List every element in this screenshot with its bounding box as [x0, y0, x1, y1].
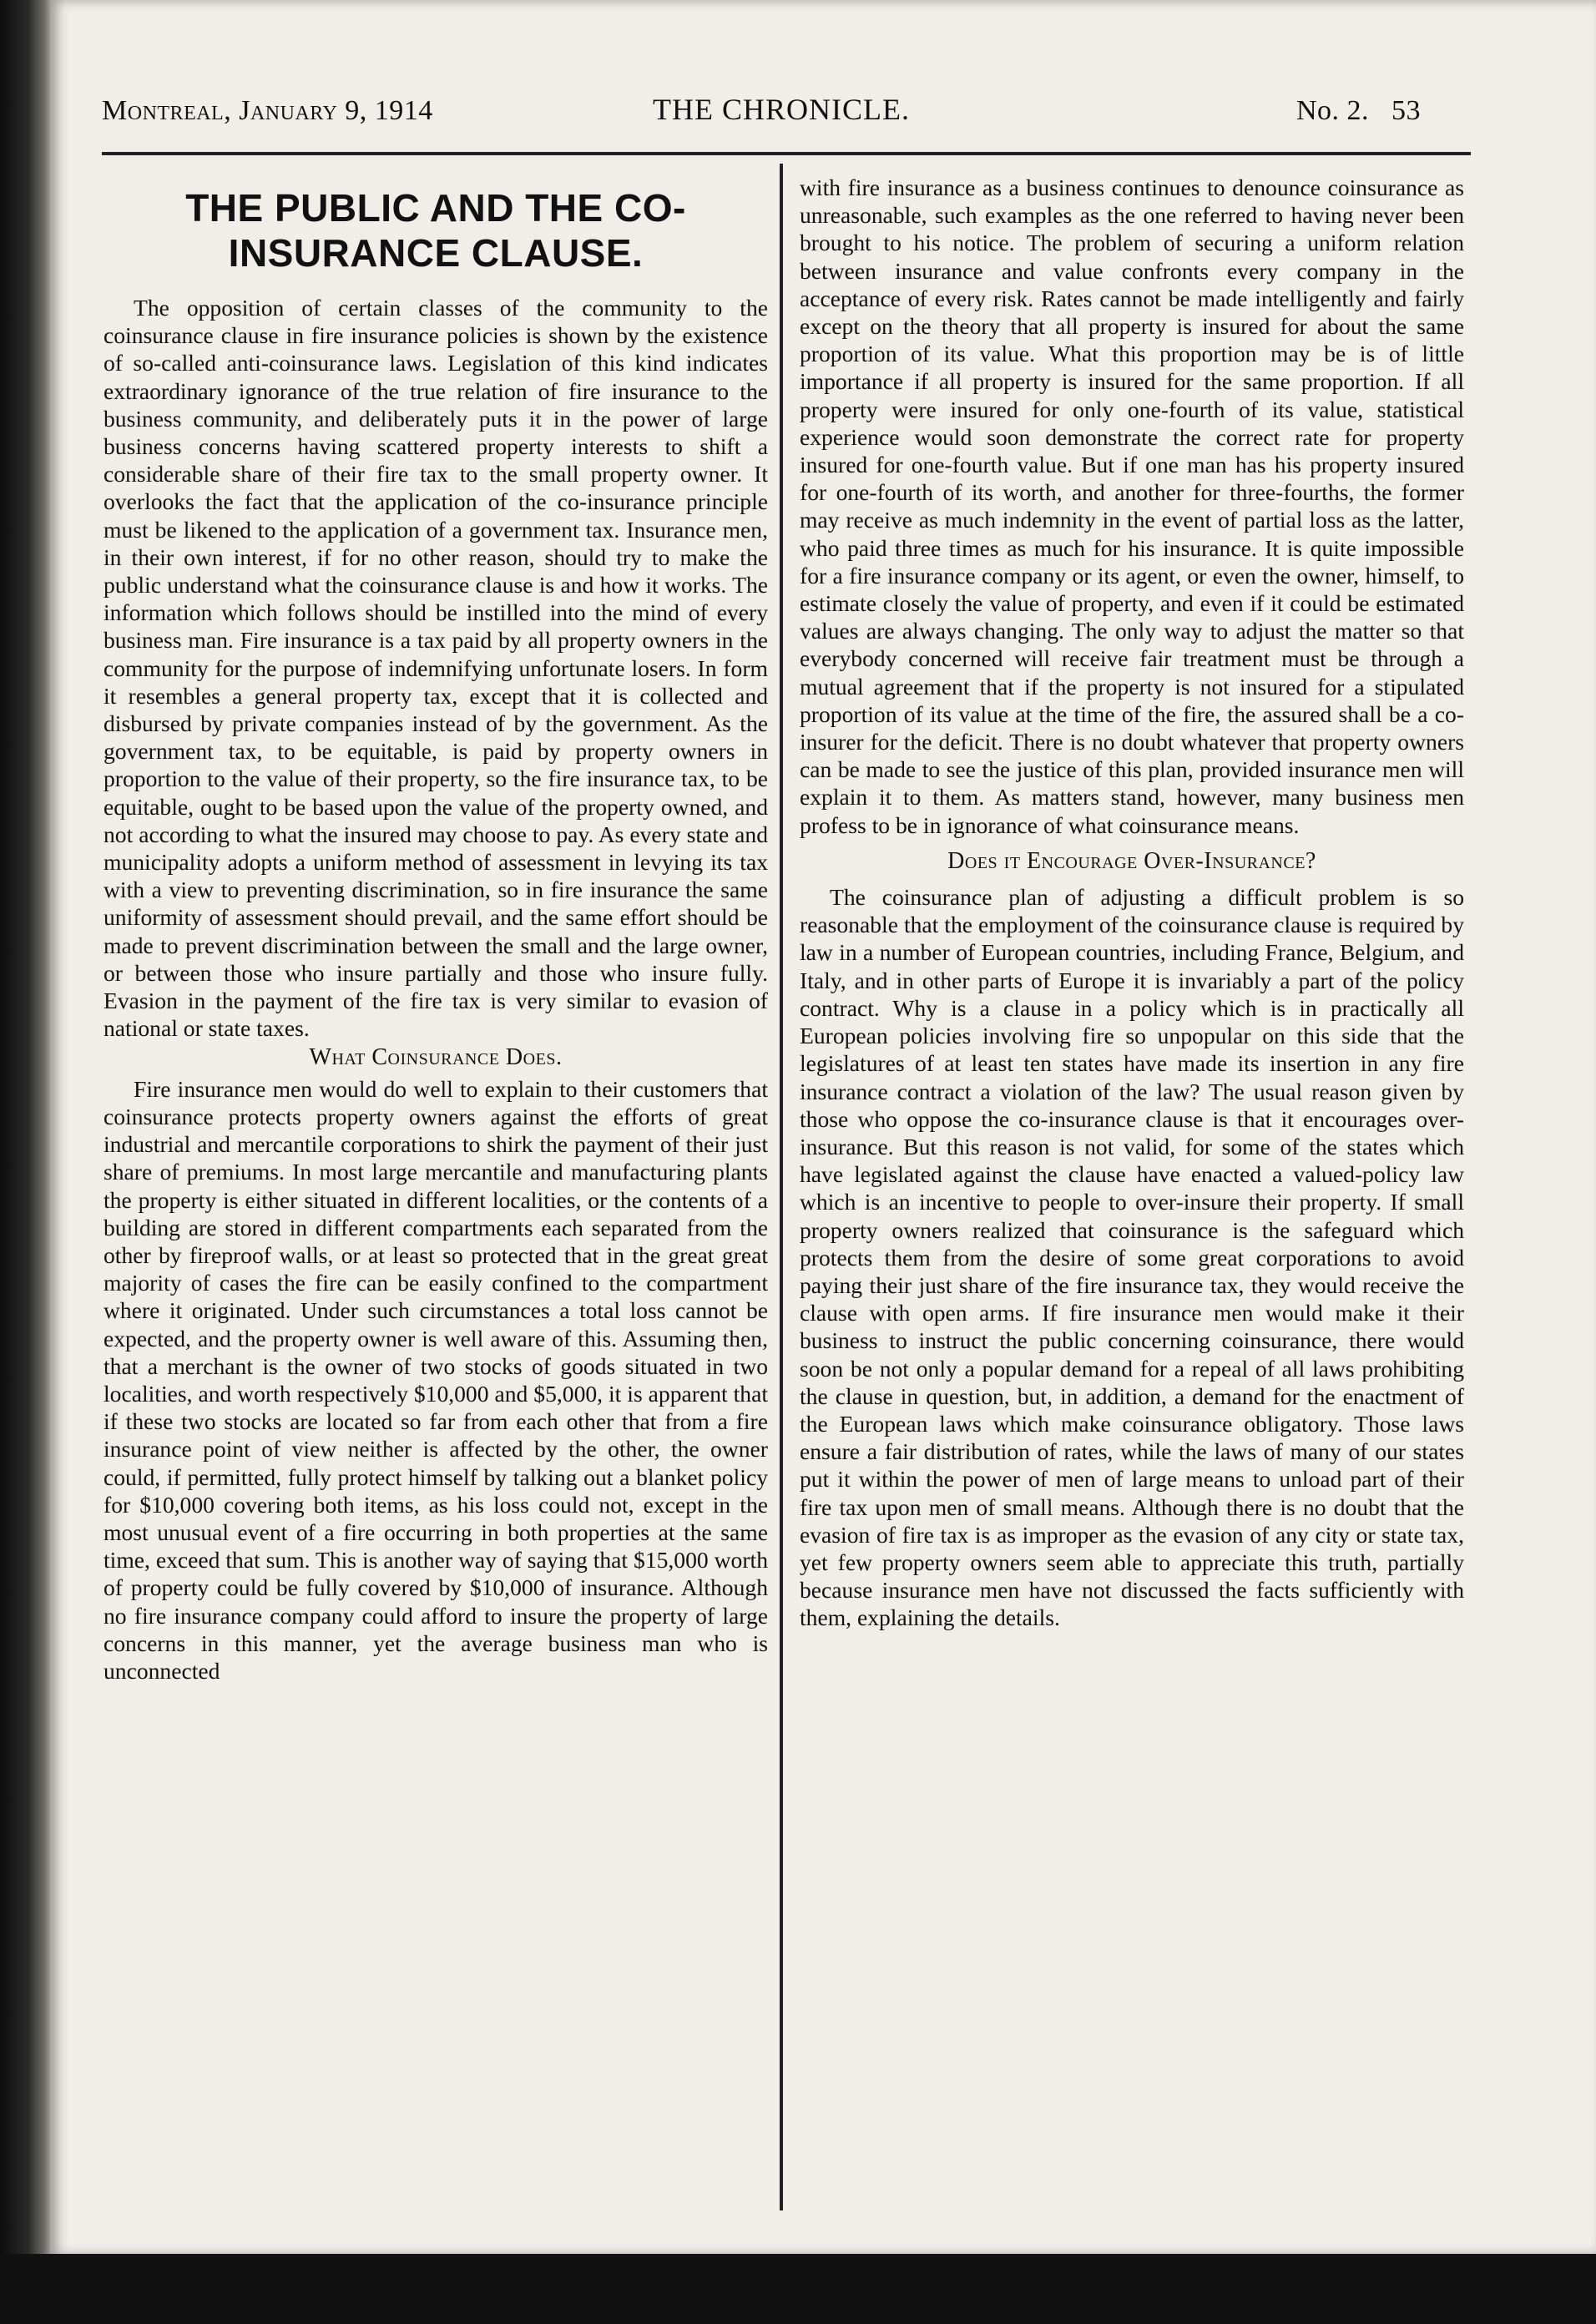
article-paragraph-4: The coinsurance plan of adjusting a difficult problem is so reasonable that the employment of the coinsurance clause is required by law in a number of European countries, including France, Belgium, and Italy, and in other parts of Europe it is invariably a part of the policy contract. Why is a clause in a policy which is in practically all European policies involving fire so unpopular on this side that the legislatures of at least ten states have made its insertion in any fire insurance contract a violation of the law? The usual reason given by those who oppose the co-insurance clause is that it encourages over-insurance. But this reason is not valid, for some of the states which have legislated against the clause have enacted a valued-policy law which is an incentive to people to over-insure their property. If small property owners realized that coinsurance is the safeguard which protects them from the desire of some great corporations to avoid paying their just share of the fire insurance tax, they would receive the clause with open arms. If fire insurance men would make it their business to instruct the public concerning coinsurance, there would soon be not only a popular demand for a repeal of all laws prohibiting the clause in question, but, in addition, a demand for the enactment of the European laws which make coinsurance obligatory. Those laws ensure a fair distribution of rates, while the laws of many of our states put it within the power of men of large means to unload part of their fire tax upon men of small means. Although there is no doubt that the evasion of fire tax is as improper as the evasion of any city or state tax, yet few property owners seem able to appreciate this truth, partially because insurance men have not discussed the facts sufficiently with them, explaining the details. — [800, 884, 1464, 1631]
left-column — [104, 174, 768, 1685]
subheading-over-insurance: Does it Encourage Over-Insurance? — [947, 847, 1316, 874]
right-column — [800, 174, 1464, 1632]
article-paragraph-2: Fire insurance men would do well to explain to their customers that coinsurance protects property owners against the efforts of great industrial and mercantile corporations to shirk the payment of their just share of premiums. In most large mercantile and manufacturing plants the property is either situated in different localities, or the contents of a building are stored in different compartments each separated from the other by fireproof walls, or at least so protected that in the great great majority of cases the fire can be easily confined to the compartment where it originated. Under such circumstances a total loss cannot be expected, and the property owner is well aware of this. Assuming then, that a merchant is the owner of two stocks of goods situated in two localities, and worth respectively $10,000 and $5,000, it is apparent that if these two stocks are located so far from each other that from a fire insurance point of view neither is affected by the other, the owner could, if permitted, fully protect himself by talking out a blanket policy for $10,000 covering both items, as his loss could not, except in the most unusual event of a fire occurring in both properties at the same time, exceed that sum. This is another way of saying that $15,000 worth of property could be fully covered by $10,000 of insurance. Although no fire insurance company could afford to insure the property of large concerns in this manner, yet the average business man who is unconnected — [104, 1075, 768, 1684]
header-issue-page: No. 2. 53 — [1295, 95, 1421, 126]
article-paragraph-1: The opposition of certain classes of the community to the coinsurance clause in fire insurance policies is shown by the existence of so-called anti-coinsurance laws. Legislation of this kind indicates extraordinary ignorance of the true relation of fire insurance to the business community, and deliberately puts it in the power of large business concerns having scattered property interests to shift a considerable share of their fire tax to the small property owner. It overlooks the fact that the application of the co-insurance principle must be likened to the application of a government tax. Insurance men, in their own interest, if for no other reason, should try to make the public understand what the coinsurance clause is and how it works. The information which follows should be instilled into the mind of every business man. Fire insurance is a tax paid by all property owners in the community for the purpose of indemnifying unfortunate losers. In form it resembles a general property tax, except that it is collected and disbursed by private companies instead of by the government. As the government tax, to be equitable, is paid by property owners in proportion to the value of their property, so the fire insurance tax, to be equitable, ought to be based upon the value of the property owned, and not according to what the insured may choose to pay. As every state and municipality adopts a uniform method of assessment in levying its tax with a view to preventing discrimination, so in fire insurance the same uniformity of assessment should prevail, and the same effort should be made to prevent discrimination between the small and the large owner, or between those who insure partially and those who insure fully. Evasion in the payment of the fire tax is very similar to evasion of national or state taxes. — [104, 295, 768, 1042]
scan-binding-edge — [0, 0, 52, 2324]
running-header — [52, 87, 1421, 137]
article-paragraph-3: with fire insurance as a business continues to denounce coinsurance as unreasonable, such examples as the one referred to having never been brought to his notice. The problem of securing a uniform relation between insurance and value confronts every company in the acceptance of every risk. Rates cannot be made intelligently and fairly except on the theory that all property is insured for about the same proportion of its value. What this proportion may be is of little importance if all property is insured for the same proportion. If all property were insured for only one-fourth of its value, statistical experience would soon demonstrate the correct rate for property insured for one-fourth value. But if one man has his property insured for one-fourth of its worth, and another for three-fourths, the former may receive as much indemnity in the event of partial loss as the latter, who paid three times as much for his insurance. It is quite impossible for a fire insurance company or its agent, or even the owner, himself, to estimate closely the value of property, and even if it could be estimated values are always changing. The only way to adjust the matter so that everybody concerned will receive fair treatment must be through a mutual agreement that if the property is not insured for a stipulated proportion of its value at the time of the fire, the assured shall be a co-insurer for the deficit. There is no doubt whatever that property owners can be made to see the justice of this plan, provided insurance men will explain it to them. As matters stand, however, many business men profess to be in ignorance of what coinsurance means. — [800, 174, 1464, 838]
article-title: THE PUBLIC AND THE CO-INSURANCE CLAUSE. — [185, 186, 686, 275]
scan-bottom-edge — [0, 2254, 1596, 2324]
column-divider — [780, 164, 783, 2210]
subheading-what-coinsurance-does: What Coinsurance Does. — [309, 1044, 563, 1071]
header-place-date: Montreal, January 9, 1914 — [102, 95, 433, 126]
header-masthead: THE CHRONICLE. — [653, 93, 910, 126]
header-rule — [102, 152, 1471, 155]
